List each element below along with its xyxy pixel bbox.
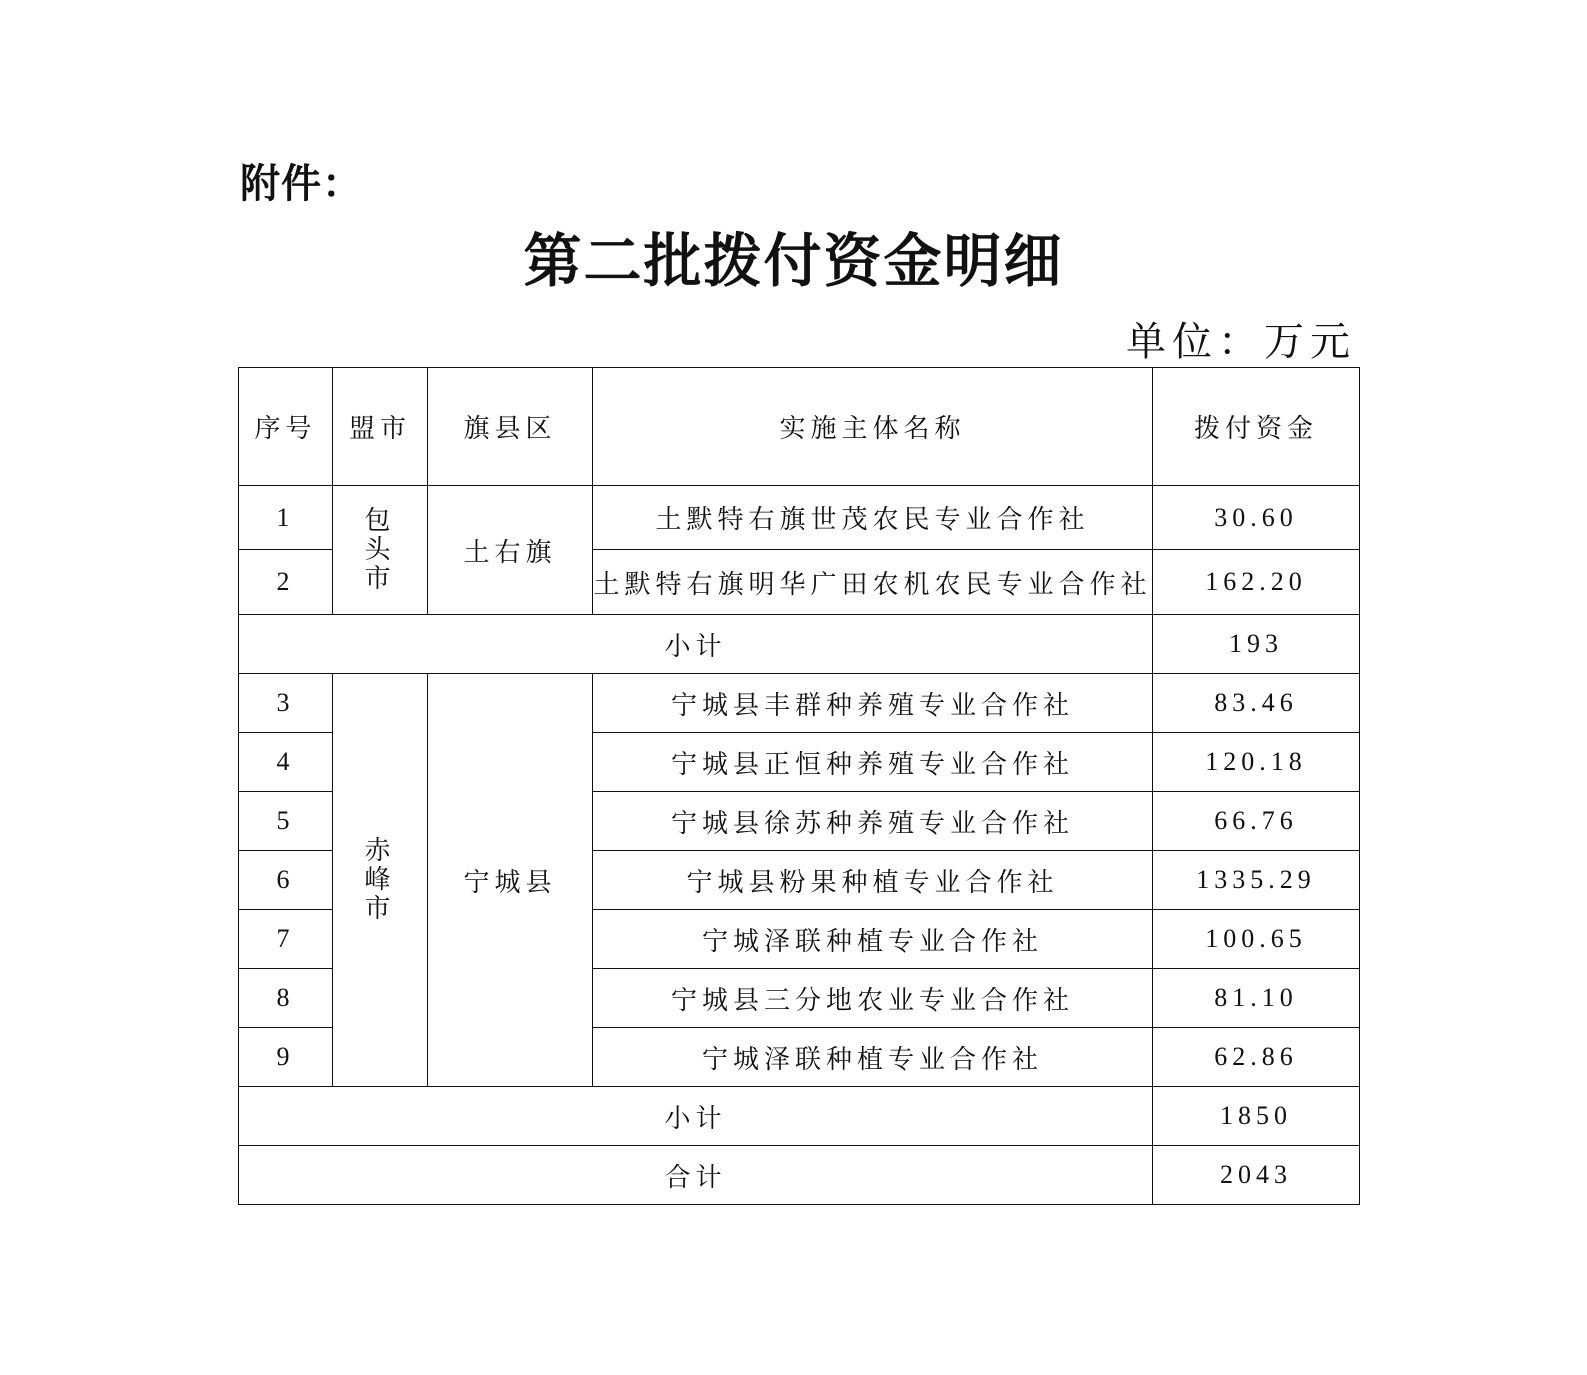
funds-cell: 120.18	[1153, 733, 1360, 792]
entity-cell: 宁城泽联种植专业合作社	[593, 1028, 1153, 1087]
county-cell-tuyouqi: 土右旗	[428, 486, 593, 615]
header-funds: 拨付资金	[1153, 368, 1360, 486]
city-cell-baotou: 包 头 市	[333, 486, 428, 615]
funds-cell: 66.76	[1153, 792, 1360, 851]
entity-cell: 土默特右旗世茂农民专业合作社	[593, 486, 1153, 550]
subtotal-value: 1850	[1153, 1087, 1360, 1146]
header-county: 旗县区	[428, 368, 593, 486]
funds-cell: 1335.29	[1153, 851, 1360, 910]
subtotal-value: 193	[1153, 615, 1360, 674]
entity-cell: 宁城泽联种植专业合作社	[593, 910, 1153, 969]
document-title: 第二批拨付资金明细	[523, 227, 1064, 295]
seq-cell: 7	[239, 910, 333, 969]
seq-cell: 3	[239, 674, 333, 733]
seq-cell: 4	[239, 733, 333, 792]
county-cell-ningcheng: 宁城县	[428, 674, 593, 1087]
total-label: 合计	[239, 1146, 1153, 1205]
funds-cell: 83.46	[1153, 674, 1360, 733]
attachment-label: 附件：	[240, 161, 363, 207]
total-row	[239, 1146, 1360, 1205]
funds-cell: 100.65	[1153, 910, 1360, 969]
entity-cell: 宁城县正恒种养殖专业合作社	[593, 733, 1153, 792]
subtotal-row-2	[239, 1087, 1360, 1146]
funds-table	[238, 367, 1360, 1205]
seq-cell: 2	[239, 550, 333, 615]
seq-cell: 5	[239, 792, 333, 851]
subtotal-label: 小计	[239, 615, 1153, 674]
entity-cell: 宁城县徐苏种养殖专业合作社	[593, 792, 1153, 851]
seq-cell: 9	[239, 1028, 333, 1087]
table-row	[239, 674, 1360, 733]
seq-cell: 8	[239, 969, 333, 1028]
header-city: 盟市	[333, 368, 428, 486]
entity-cell: 宁城县丰群种养殖专业合作社	[593, 674, 1153, 733]
seq-cell: 6	[239, 851, 333, 910]
seq-cell: 1	[239, 486, 333, 550]
header-seq: 序号	[239, 368, 333, 486]
header-entity: 实施主体名称	[593, 368, 1153, 486]
entity-cell: 宁城县粉果种植专业合作社	[593, 851, 1153, 910]
unit-label: 单位：万元	[1126, 319, 1356, 365]
table-row	[239, 486, 1360, 550]
funds-cell: 62.86	[1153, 1028, 1360, 1087]
entity-cell: 土默特右旗明华广田农机农民专业合作社	[593, 550, 1153, 615]
table-header-row	[239, 368, 1360, 486]
subtotal-row-1	[239, 615, 1360, 674]
funds-cell: 81.10	[1153, 969, 1360, 1028]
city-cell-chifeng: 赤 峰 市	[333, 674, 428, 1087]
subtotal-label: 小计	[239, 1087, 1153, 1146]
total-value: 2043	[1153, 1146, 1360, 1205]
entity-cell: 宁城县三分地农业专业合作社	[593, 969, 1153, 1028]
funds-cell: 162.20	[1153, 550, 1360, 615]
funds-cell: 30.60	[1153, 486, 1360, 550]
